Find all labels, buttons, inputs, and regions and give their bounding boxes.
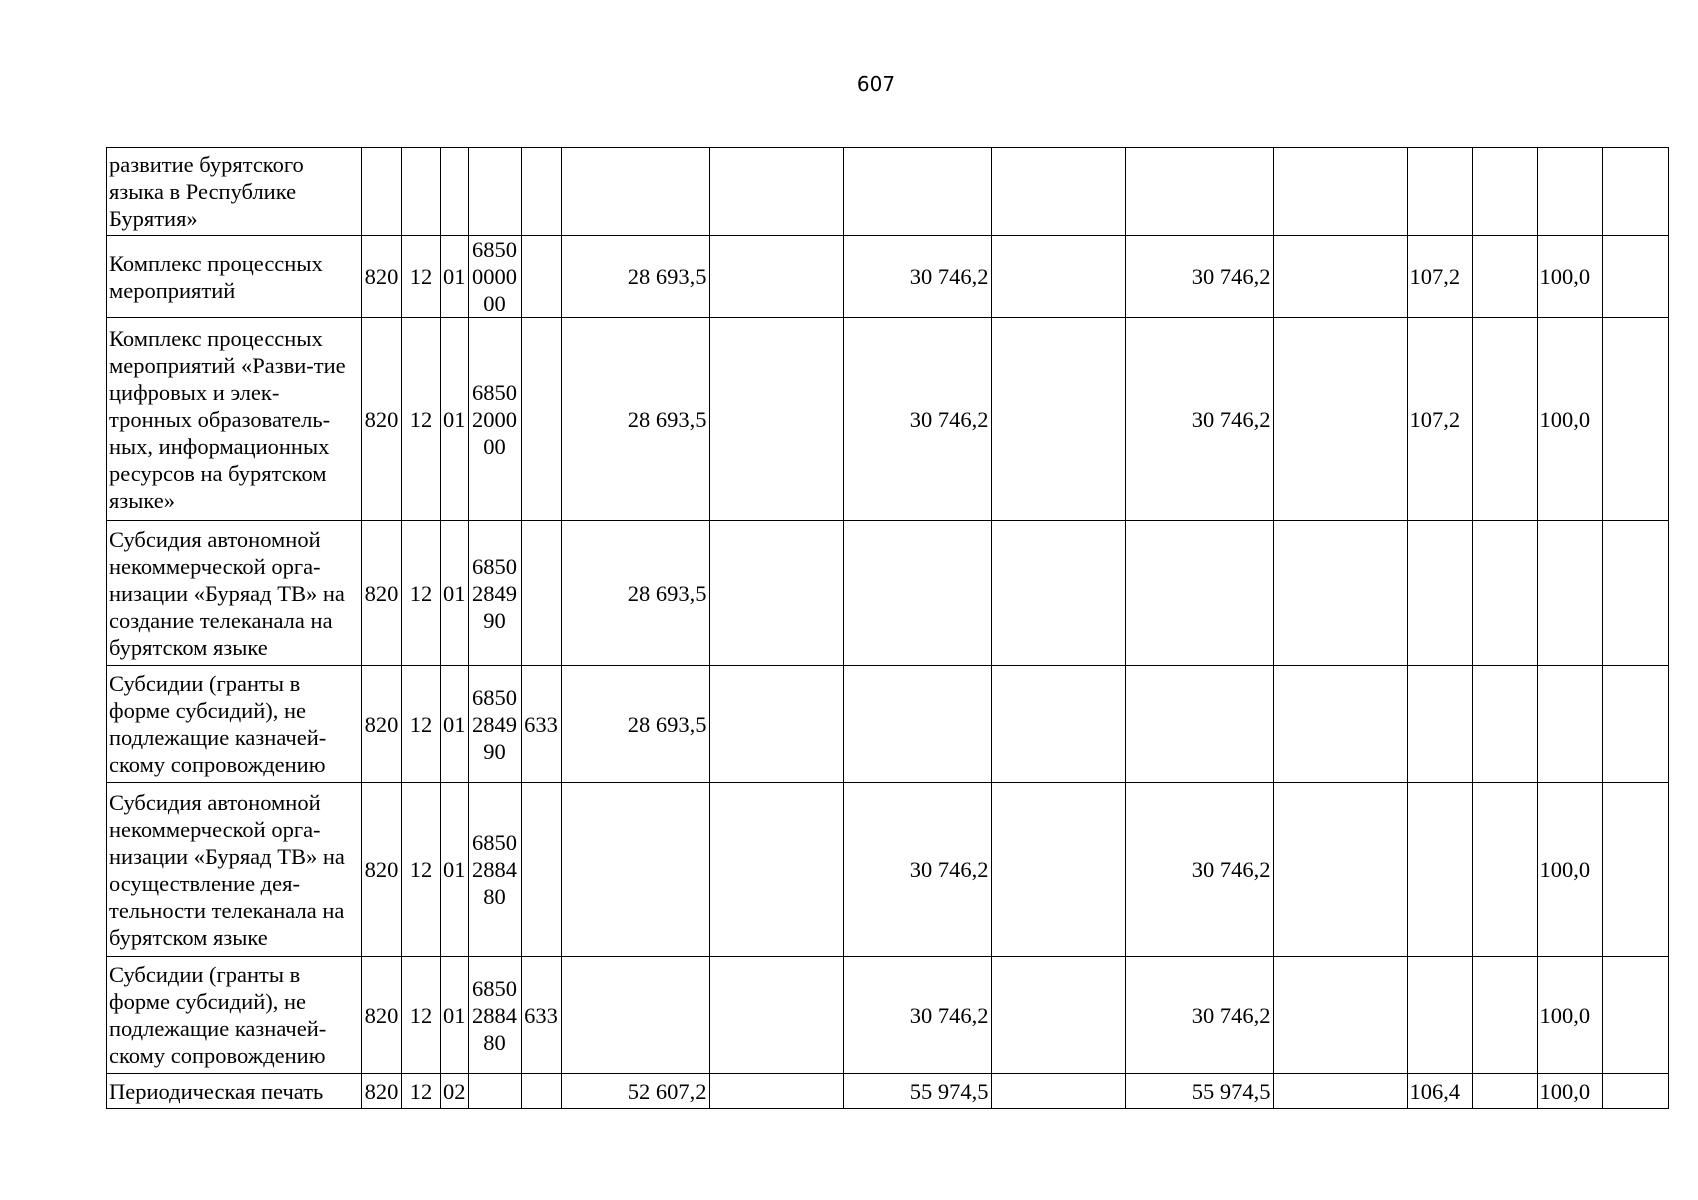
table-row: [107, 1074, 1669, 1109]
spacer-cell: [991, 1074, 1125, 1109]
percent-2-cell: 100,0: [1537, 1074, 1602, 1109]
expense-type-cell: 633: [521, 957, 561, 1074]
section-code-cell: 12: [402, 318, 441, 521]
target-article-cell: [468, 1074, 521, 1109]
ved-code-cell: 820: [362, 318, 402, 521]
row-name-cell: Субсидия автономной некоммерческой орга-низации «Буряад ТВ» на создание телеканала на бурятском языке: [107, 521, 362, 666]
expense-type-cell: [521, 521, 561, 666]
amount-2-cell: [843, 148, 991, 236]
ved-code-cell: 820: [362, 783, 402, 957]
percent-1-cell: [1407, 957, 1472, 1074]
amount-3-cell: 30 746,2: [1125, 957, 1273, 1074]
amount-3-cell: [1125, 148, 1273, 236]
ved-code-cell: 820: [362, 236, 402, 318]
row-name-cell: Комплекс процессных мероприятий: [107, 236, 362, 318]
table-row: [107, 957, 1669, 1074]
spacer-cell: [709, 236, 843, 318]
percent-1-cell: [1407, 148, 1472, 236]
spacer-cell: [1273, 783, 1407, 957]
spacer-cell: [1602, 1074, 1668, 1109]
spacer-cell: [1602, 318, 1668, 521]
table-body: [107, 148, 1669, 1109]
expense-type-cell: [521, 236, 561, 318]
spacer-cell: [1472, 521, 1537, 666]
subsection-code-cell: 01: [441, 783, 469, 957]
spacer-cell: [709, 783, 843, 957]
expense-type-cell: [521, 783, 561, 957]
spacer-cell: [1273, 318, 1407, 521]
amount-3-cell: 30 746,2: [1125, 236, 1273, 318]
subsection-code-cell: 01: [441, 666, 469, 783]
subsection-code-cell: 01: [441, 957, 469, 1074]
ved-code-cell: 820: [362, 521, 402, 666]
spacer-cell: [709, 318, 843, 521]
amount-3-cell: [1125, 666, 1273, 783]
spacer-cell: [709, 1074, 843, 1109]
target-article-cell: 6850000000: [468, 236, 521, 318]
amount-2-cell: [843, 666, 991, 783]
percent-2-cell: 100,0: [1537, 318, 1602, 521]
section-code-cell: [402, 148, 441, 236]
spacer-cell: [1472, 236, 1537, 318]
amount-1-cell: [561, 783, 709, 957]
amount-1-cell: 28 693,5: [561, 521, 709, 666]
row-name-cell: Периодическая печать: [107, 1074, 362, 1109]
spacer-cell: [1602, 666, 1668, 783]
section-code-cell: 12: [402, 783, 441, 957]
subsection-code-cell: 01: [441, 318, 469, 521]
row-name-cell: развитие бурятского языка в Республике Бурятия»: [107, 148, 362, 236]
subsection-code-cell: 01: [441, 521, 469, 666]
row-name-cell: Субсидия автономной некоммерческой орга-низации «Буряад ТВ» на осуществление дея-тельности телеканала на бурятском языке: [107, 783, 362, 957]
percent-2-cell: [1537, 666, 1602, 783]
percent-2-cell: 100,0: [1537, 783, 1602, 957]
amount-1-cell: 28 693,5: [561, 236, 709, 318]
target-article-cell: [468, 148, 521, 236]
percent-2-cell: [1537, 521, 1602, 666]
spacer-cell: [991, 783, 1125, 957]
spacer-cell: [991, 318, 1125, 521]
amount-3-cell: [1125, 521, 1273, 666]
amount-2-cell: 30 746,2: [843, 783, 991, 957]
spacer-cell: [991, 521, 1125, 666]
expense-type-cell: [521, 1074, 561, 1109]
spacer-cell: [991, 236, 1125, 318]
spacer-cell: [709, 148, 843, 236]
spacer-cell: [1273, 521, 1407, 666]
spacer-cell: [1472, 1074, 1537, 1109]
amount-1-cell: 28 693,5: [561, 318, 709, 521]
ved-code-cell: [362, 148, 402, 236]
spacer-cell: [1472, 666, 1537, 783]
expense-type-cell: [521, 318, 561, 521]
expense-type-cell: [521, 148, 561, 236]
amount-1-cell: 52 607,2: [561, 1074, 709, 1109]
table-row: [107, 318, 1669, 521]
spacer-cell: [991, 148, 1125, 236]
expense-type-cell: 633: [521, 666, 561, 783]
amount-3-cell: 30 746,2: [1125, 783, 1273, 957]
target-article-cell: 6850288480: [468, 957, 521, 1074]
spacer-cell: [1273, 236, 1407, 318]
percent-1-cell: 107,2: [1407, 236, 1472, 318]
ved-code-cell: 820: [362, 666, 402, 783]
ved-code-cell: 820: [362, 1074, 402, 1109]
target-article-cell: 6850288480: [468, 783, 521, 957]
spacer-cell: [1602, 148, 1668, 236]
row-name-cell: Комплекс процессных мероприятий «Разви-тие цифровых и элек-тронных образователь-ных, информационных ресурсов на бурятском языке»: [107, 318, 362, 521]
amount-1-cell: [561, 957, 709, 1074]
amount-2-cell: 55 974,5: [843, 1074, 991, 1109]
table-row: [107, 236, 1669, 318]
target-article-cell: 6850200000: [468, 318, 521, 521]
section-code-cell: 12: [402, 1074, 441, 1109]
percent-1-cell: [1407, 521, 1472, 666]
spacer-cell: [1472, 318, 1537, 521]
amount-2-cell: [843, 521, 991, 666]
subsection-code-cell: 02: [441, 1074, 469, 1109]
amount-3-cell: 30 746,2: [1125, 318, 1273, 521]
percent-1-cell: [1407, 783, 1472, 957]
amount-1-cell: [561, 148, 709, 236]
spacer-cell: [1602, 957, 1668, 1074]
percent-2-cell: [1537, 148, 1602, 236]
row-name-cell: Субсидии (гранты в форме субсидий), не подлежащие казначей-скому сопровождению: [107, 957, 362, 1074]
section-code-cell: 12: [402, 666, 441, 783]
table-row: [107, 783, 1669, 957]
subsection-code-cell: 01: [441, 236, 469, 318]
spacer-cell: [709, 521, 843, 666]
spacer-cell: [1602, 521, 1668, 666]
amount-3-cell: 55 974,5: [1125, 1074, 1273, 1109]
spacer-cell: [1273, 1074, 1407, 1109]
spacer-cell: [1273, 148, 1407, 236]
row-name-cell: Субсидии (гранты в форме субсидий), не подлежащие казначей-скому сопровождению: [107, 666, 362, 783]
percent-2-cell: 100,0: [1537, 957, 1602, 1074]
ved-code-cell: 820: [362, 957, 402, 1074]
target-article-cell: 6850284990: [468, 521, 521, 666]
percent-2-cell: 100,0: [1537, 236, 1602, 318]
section-code-cell: 12: [402, 521, 441, 666]
subsection-code-cell: [441, 148, 469, 236]
target-article-cell: 6850284990: [468, 666, 521, 783]
page-number: 607: [856, 72, 896, 96]
percent-1-cell: 107,2: [1407, 318, 1472, 521]
spacer-cell: [709, 666, 843, 783]
spacer-cell: [1602, 783, 1668, 957]
spacer-cell: [1602, 236, 1668, 318]
percent-1-cell: 106,4: [1407, 1074, 1472, 1109]
spacer-cell: [991, 666, 1125, 783]
section-code-cell: 12: [402, 236, 441, 318]
spacer-cell: [1472, 783, 1537, 957]
spacer-cell: [1472, 957, 1537, 1074]
amount-1-cell: 28 693,5: [561, 666, 709, 783]
spacer-cell: [1472, 148, 1537, 236]
table-row: [107, 521, 1669, 666]
spacer-cell: [991, 957, 1125, 1074]
amount-2-cell: 30 746,2: [843, 318, 991, 521]
spacer-cell: [1273, 666, 1407, 783]
table-row: [107, 148, 1669, 236]
budget-table: [106, 147, 1669, 1109]
spacer-cell: [709, 957, 843, 1074]
amount-2-cell: 30 746,2: [843, 957, 991, 1074]
amount-2-cell: 30 746,2: [843, 236, 991, 318]
percent-1-cell: [1407, 666, 1472, 783]
table-row: [107, 666, 1669, 783]
spacer-cell: [1273, 957, 1407, 1074]
section-code-cell: 12: [402, 957, 441, 1074]
